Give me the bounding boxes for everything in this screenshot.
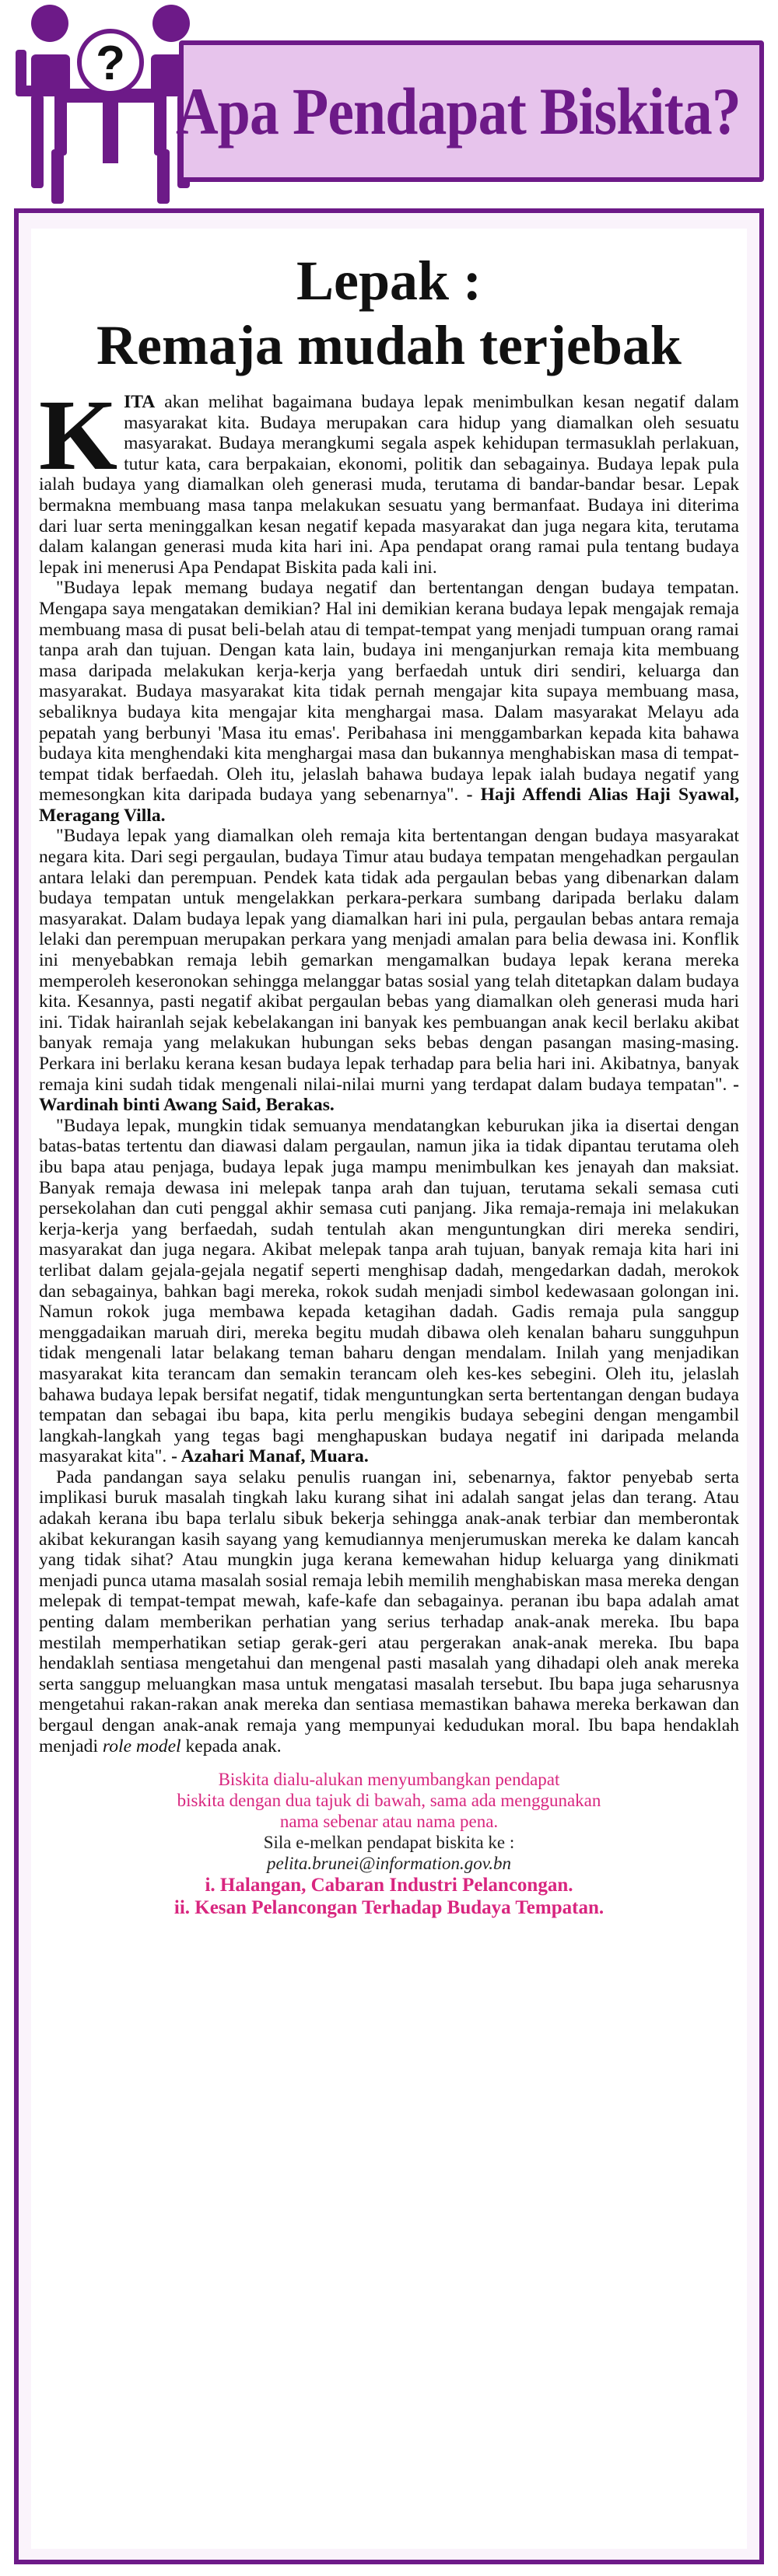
- intro-text: akan melihat bagaimana budaya lepak menimbulkan kesan negatif dalam masyarakat kita. Budaya merupakan cara hidup yang diamalkan oleh sesuatu masyarakat. Budaya merangkumi segala aspek kehidupan termasuklah perlakuan, tutur kata, cara berpakaian, ekonomi, politik dan sebagainya. Budaya lepak pula ialah budaya yang diamalkan oleh generasi muda, terutama di bandar-bandar besar. Lepak bermakna membuang masa tanpa melakukan sesuatu yang bermanfaat. Budaya ini diterima dari luar serta meninggalkan kesan negatif kepada masyarakat dan juga negara kita, terutama dalam kalangan generasi muda kita hari ini. Apa pendapat orang ramai pula tentang budaya lepak ini menerusi Apa Pendapat Biskita pada kali ini.: [39, 392, 739, 578]
- invite-line-1: Biskita dialu-alukan menyumbangkan pendapat: [218, 1770, 560, 1790]
- question-mark: ?: [96, 37, 125, 90]
- column-title: Apa Pendapat Biskita?: [176, 74, 741, 149]
- opinion-paragraph-2: [39, 826, 739, 1115]
- opinion-paragraph-3: [39, 1116, 739, 1467]
- closing-paragraph: [39, 1467, 739, 1756]
- topic-2: ii. Kesan Pelancongan Terhadap Budaya Tempatan.: [173, 1897, 605, 1919]
- opinion-3-author: - Azahari Manaf, Muara.: [166, 1446, 369, 1467]
- invite-line-2: biskita dengan dua tajuk di bawah, sama ada menggunakan: [177, 1791, 601, 1811]
- article-headline: [31, 249, 747, 378]
- article-body: [39, 379, 739, 1756]
- closing-text-a: Pada pandangan saya selaku penulis ruangan ini, sebenarnya, faktor penyebab serta implikasi buruk masalah tingkah laku kurang sihat ini adalah sangat jelas dan terang. Atau adakah kerana ibu bapa terlalu sibuk bekerja sehingga anak-anak terbiar dan memberontak akibat kekurangan kasih sayang yang kemudiannya menjerumuskan mereka ke dalam kancah yang tidak sihat? Atau mungkin juga kerana kemewahan hidup keluarga yang dinikmati menjadi punca utama masalah sosial remaja lebih memilih menghabiskan masa mereka dengan melepak di tempat-tempat mewah, kafe-kafe dan sebagainya. peranan ibu bapa adalah amat penting dalam memberikan perhatian yang serius terhadap anak-anak mereka. Ibu bapa mestilah memperhatikan setiap gerak-geri atau pergerakan anak-anak mereka. Ibu bapa hendaklah sentiasa mengetahui dan mengenal pasti masalah yang dihadapi oleh anak mereka serta sanggup meluangkan masa untuk mengatasi masalah tersebut. Ibu bapa juga seharusnya mengetahui rakan-rakan anak mereka dan sentiasa memastikan bahawa mereka berkawan dan bergaul dengan anak-anak remaja yang mempunyai kedudukan moral. Ibu bapa hendaklah menjadi: [39, 1466, 739, 1756]
- headline-line-1: Lepak :: [296, 250, 482, 312]
- intro-caps: ITA: [124, 392, 156, 412]
- headline-line-2: Remaja mudah terjebak: [96, 314, 682, 376]
- submission-notice: [31, 1769, 747, 1919]
- intro-paragraph: [39, 379, 739, 578]
- closing-emphasis: role model: [102, 1735, 181, 1756]
- opinion-2-author: - Wardinah binti Awang Said, Berakas.: [39, 1074, 739, 1116]
- opinion-1-text: "Budaya lepak memang budaya negatif dan bertentangan dengan budaya tempatan. Mengapa saya mengatakan demikian? Hal ini demikian kerana budaya lepak mengajak remaja membuang masa di pusat beli-belah atau di tempat-tempat yang menjadi tumpuan orang ramai tanpa arah dan tujuan. Dengan kata lain, budaya ini menganjurkan remaja kita membuang masa daripada melakukan kerja-kerja yang berfaedah untuk diri sendiri, keluarga dan masyarakat. Budaya masyarakat kita tidak pernah mengajar kita supaya membuang masa, sebaliknya budaya kita mengajar kita menghargai masa. Dalam masyarakat Melayu ada pepatah yang berbunyi 'Masa itu emas'. Peribahasa ini menggambarkan kepada kita bahawa budaya kita menghendaki kita menghargai masa dan bukannya menghabiskan masa di tempat-tempat tidak berfaedah. Oleh itu, jelaslah bahawa budaya lepak ialah budaya negatif yang memesongkan kita daripada budaya yang sebenarnya".: [39, 578, 739, 806]
- opinion-2-text: "Budaya lepak yang diamalkan oleh remaja kita bertentangan dengan budaya masyarakat negara kita. Dari segi pergaulan, budaya Timur atau budaya tempatan mengehadkan pergaulan antara lelaki dan perempuan. Pendek kata tidak ada pergaulan bebas yang dibenarkan dalam budaya tempatan untuk mengelakkan perkara-perkara sumbang daripada berlaku dalam masyarakat. Dalam budaya lepak yang diamalkan hari ini pula, pergaulan bebas antara remaja lelaki dan perempuan merupakan perkara yang menjadi amalan para belia dewasa ini. Konflik ini menyebabkan remaja lebih gemarkan mengamalkan budaya lepak kerana mereka memperoleh keseronokan sehingga melanggar batas sosial yang telah ditetapkan dalam budaya kita. Kesannya, pasti negatif akibat pergaulan bebas yang diamalkan oleh generasi muda hari ini. Tidak hairanlah sejak kebelakangan ini banyak kes pembuangan anak kecil berlaku akibat banyak remaja yang melakukan hubungan seks bebas dengan pasangan masing-masing. Perkara ini berlaku kerana kesan budaya lepak terhadap para belia hari ini. Akibatnya, banyak remaja kini sudah tidak mengenali nilai-nilai murni yang terdapat dalam budaya tempatan".: [39, 826, 739, 1095]
- topic-1: i. Halangan, Cabaran Industri Pelancongan.: [205, 1875, 573, 1896]
- opinion-paragraph-1: [39, 578, 739, 826]
- column-header: [0, 0, 778, 218]
- closing-text-b: kepada anak.: [180, 1735, 282, 1756]
- invite-line-3: nama sebenar atau nama pena.: [279, 1812, 499, 1832]
- drop-cap: K: [39, 379, 118, 491]
- article-frame: [14, 208, 764, 2564]
- column-title-banner: [176, 40, 764, 182]
- opinion-3-text: "Budaya lepak, mungkin tidak semuanya mendatangkan keburukan jika ia disertai dengan batas-batas tertentu dan diawasi dalam pergaulan, namun jika ia tidak dipantau terutama oleh ibu bapa atau penjaga, budaya lepak juga mampu menimbulkan kes jenayah dan maksiat. Banyak remaja dewasa ini melepak tanpa arah dan tujuan, terutama sekali semasa cuti persekolahan dan cuti penggal akhir semasa cuti panjang. Jika remaja-remaja ini melakukan kerja-kerja yang berfaedah, sudah tentulah akan menguntungkan diri mereka sendiri, masyarakat dan juga negara. Akibat melepak tanpa arah tujuan, banyak remaja kita hari ini terlibat dalam gejala-gejala negatif seperti menghisap dadah, mengedarkan dadah, merokok dan sebagainya, bahkan bagi mereka, rokok sudah menjadi simbol kedewasaan golongan ini. Namun rokok juga membawa kepada ketagihan dadah. Gadis remaja pula sanggup menggadaikan maruah diri, mereka begitu mudah dibawa oleh kenalan baharu sungguhpun tidak mengenali latar belakang teman baharu dengan mendalam. Inilah yang menjadikan masyarakat kita terancam dan semakin terancam oleh kes-kes sebegini. Oleh itu, jelaslah bahawa budaya lepak bersifat negatif, tidak menguntungkan serta bertentangan dengan budaya tempatan dan sebagai ibu bapa, kita perlu mengikis budaya sebegini dengan mengambil langkah-langkah yang tegas bagi menghapuskan budaya negatif ini daripada melanda masyarakat kita".: [39, 1115, 739, 1467]
- opinion-1-author: - Haji Affendi Alias Haji Syawal, Meragang Villa.: [39, 785, 739, 826]
- article-content: [31, 229, 747, 2549]
- email-address[interactable]: pelita.brunei@information.gov.bn: [267, 1854, 511, 1874]
- email-label: Sila e-melkan pendapat biskita ke :: [263, 1833, 515, 1853]
